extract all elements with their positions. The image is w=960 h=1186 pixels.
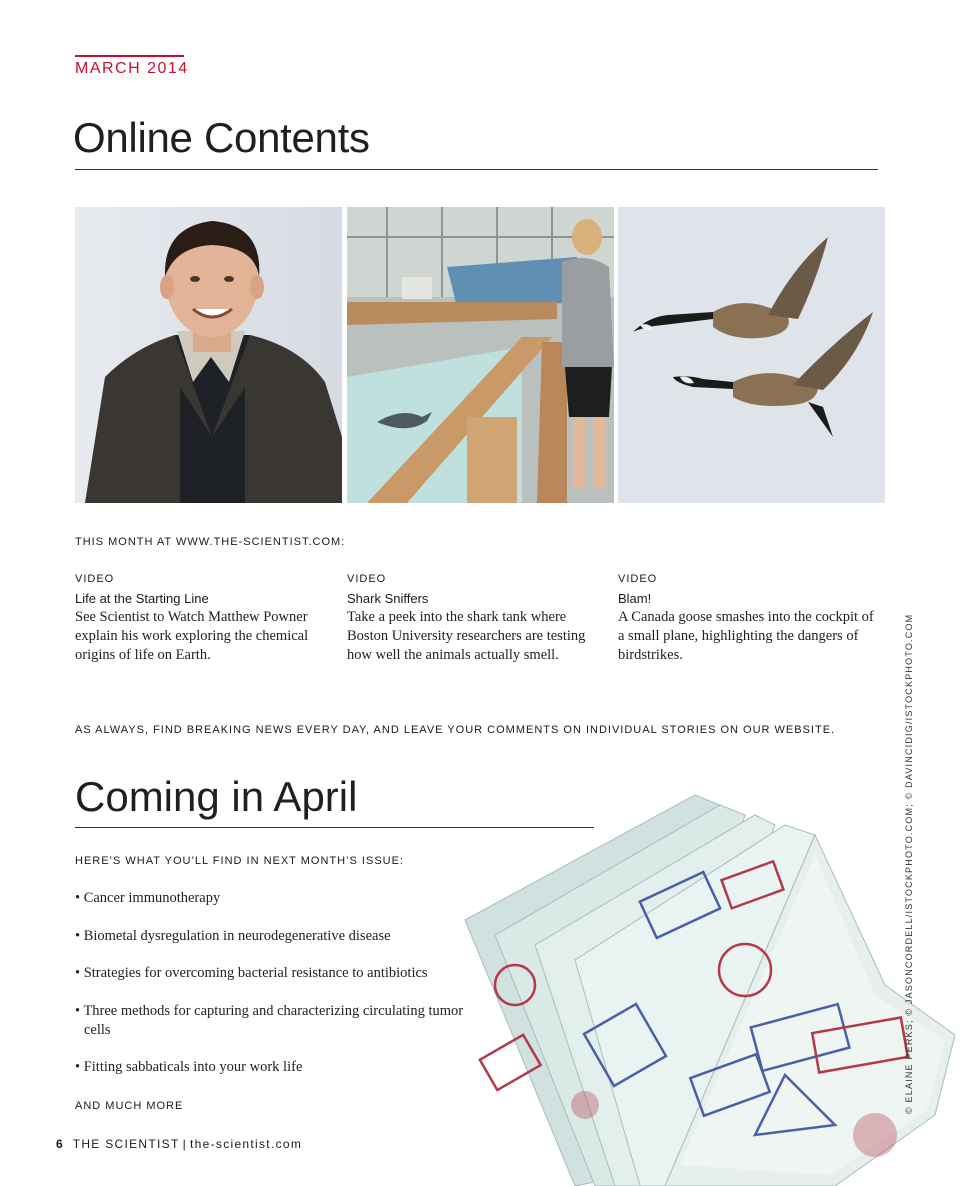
page-title: Online Contents	[73, 114, 370, 161]
photo-matthew-powner[interactable]	[75, 207, 342, 503]
and-much-more: AND MUCH MORE	[75, 1100, 184, 1112]
always-note: AS ALWAYS, FIND BREAKING NEWS EVERY DAY, AND LEAVE YOUR COMMENTS ON INDIVIDUAL STORIES ON OUR WEBSITE.	[75, 724, 836, 736]
online-item-2[interactable]	[347, 573, 605, 665]
item-title[interactable]: Blam!	[618, 591, 652, 606]
list-item: • Strategies for overcoming bacterial resistance to antibiotics	[75, 965, 428, 981]
date-accent-rule	[75, 55, 184, 57]
coming-intro: HERE’S WHAT YOU’LL FIND IN NEXT MONTH’S ISSUE:	[75, 855, 404, 867]
issue-date: MARCH 2014	[75, 60, 189, 77]
list-item: • Three methods for capturing and characterizing circulating tumor cells	[75, 1002, 464, 1038]
item-kind: VIDEO	[347, 573, 387, 585]
photo-shark-tank[interactable]	[347, 207, 614, 503]
photo-credit: © ELAINE PERKS; © JASONCORDELL/ISTOCKPHOTO.COM; © DAVINCIDIG/ISTOCKPHOTO.COM	[904, 613, 914, 1114]
coming-title: Coming in April	[75, 773, 358, 820]
item-title[interactable]: Shark Sniffers	[347, 591, 429, 606]
item-description: See Scientist to Watch Matthew Powner explain his work exploring the chemical origins of life on Earth.	[75, 609, 309, 663]
item-kind: VIDEO	[75, 573, 115, 585]
footer-website[interactable]: the-scientist.com	[190, 1137, 303, 1151]
list-item: • Biometal dysregulation in neurodegenerative disease	[75, 927, 391, 944]
photo-canada-geese[interactable]	[618, 207, 885, 503]
item-kind: VIDEO	[618, 573, 658, 585]
footer-separator: |	[182, 1137, 188, 1151]
item-description: Take a peek into the shark tank where Boston University researchers are testing how well the animals actually smell.	[347, 609, 586, 663]
page-footer	[56, 1137, 302, 1151]
list-item: • Fitting sabbaticals into your work life	[75, 1059, 303, 1075]
magazine-name: THE SCIENTIST	[72, 1137, 180, 1151]
online-item-3[interactable]	[618, 573, 876, 665]
coming-list	[75, 889, 465, 1096]
item-title[interactable]: Life at the Starting Line	[75, 591, 209, 606]
page-number: 6	[56, 1137, 63, 1151]
passport-image	[455, 785, 955, 1186]
title-divider	[75, 169, 878, 170]
online-intro: THIS MONTH AT WWW.THE-SCIENTIST.COM:	[75, 536, 346, 548]
item-description: A Canada goose smashes into the cockpit of a small plane, highlighting the dangers of birdstrikes.	[618, 609, 874, 663]
list-item: • Cancer immunotherapy	[75, 890, 221, 906]
online-item-1[interactable]	[75, 573, 333, 665]
